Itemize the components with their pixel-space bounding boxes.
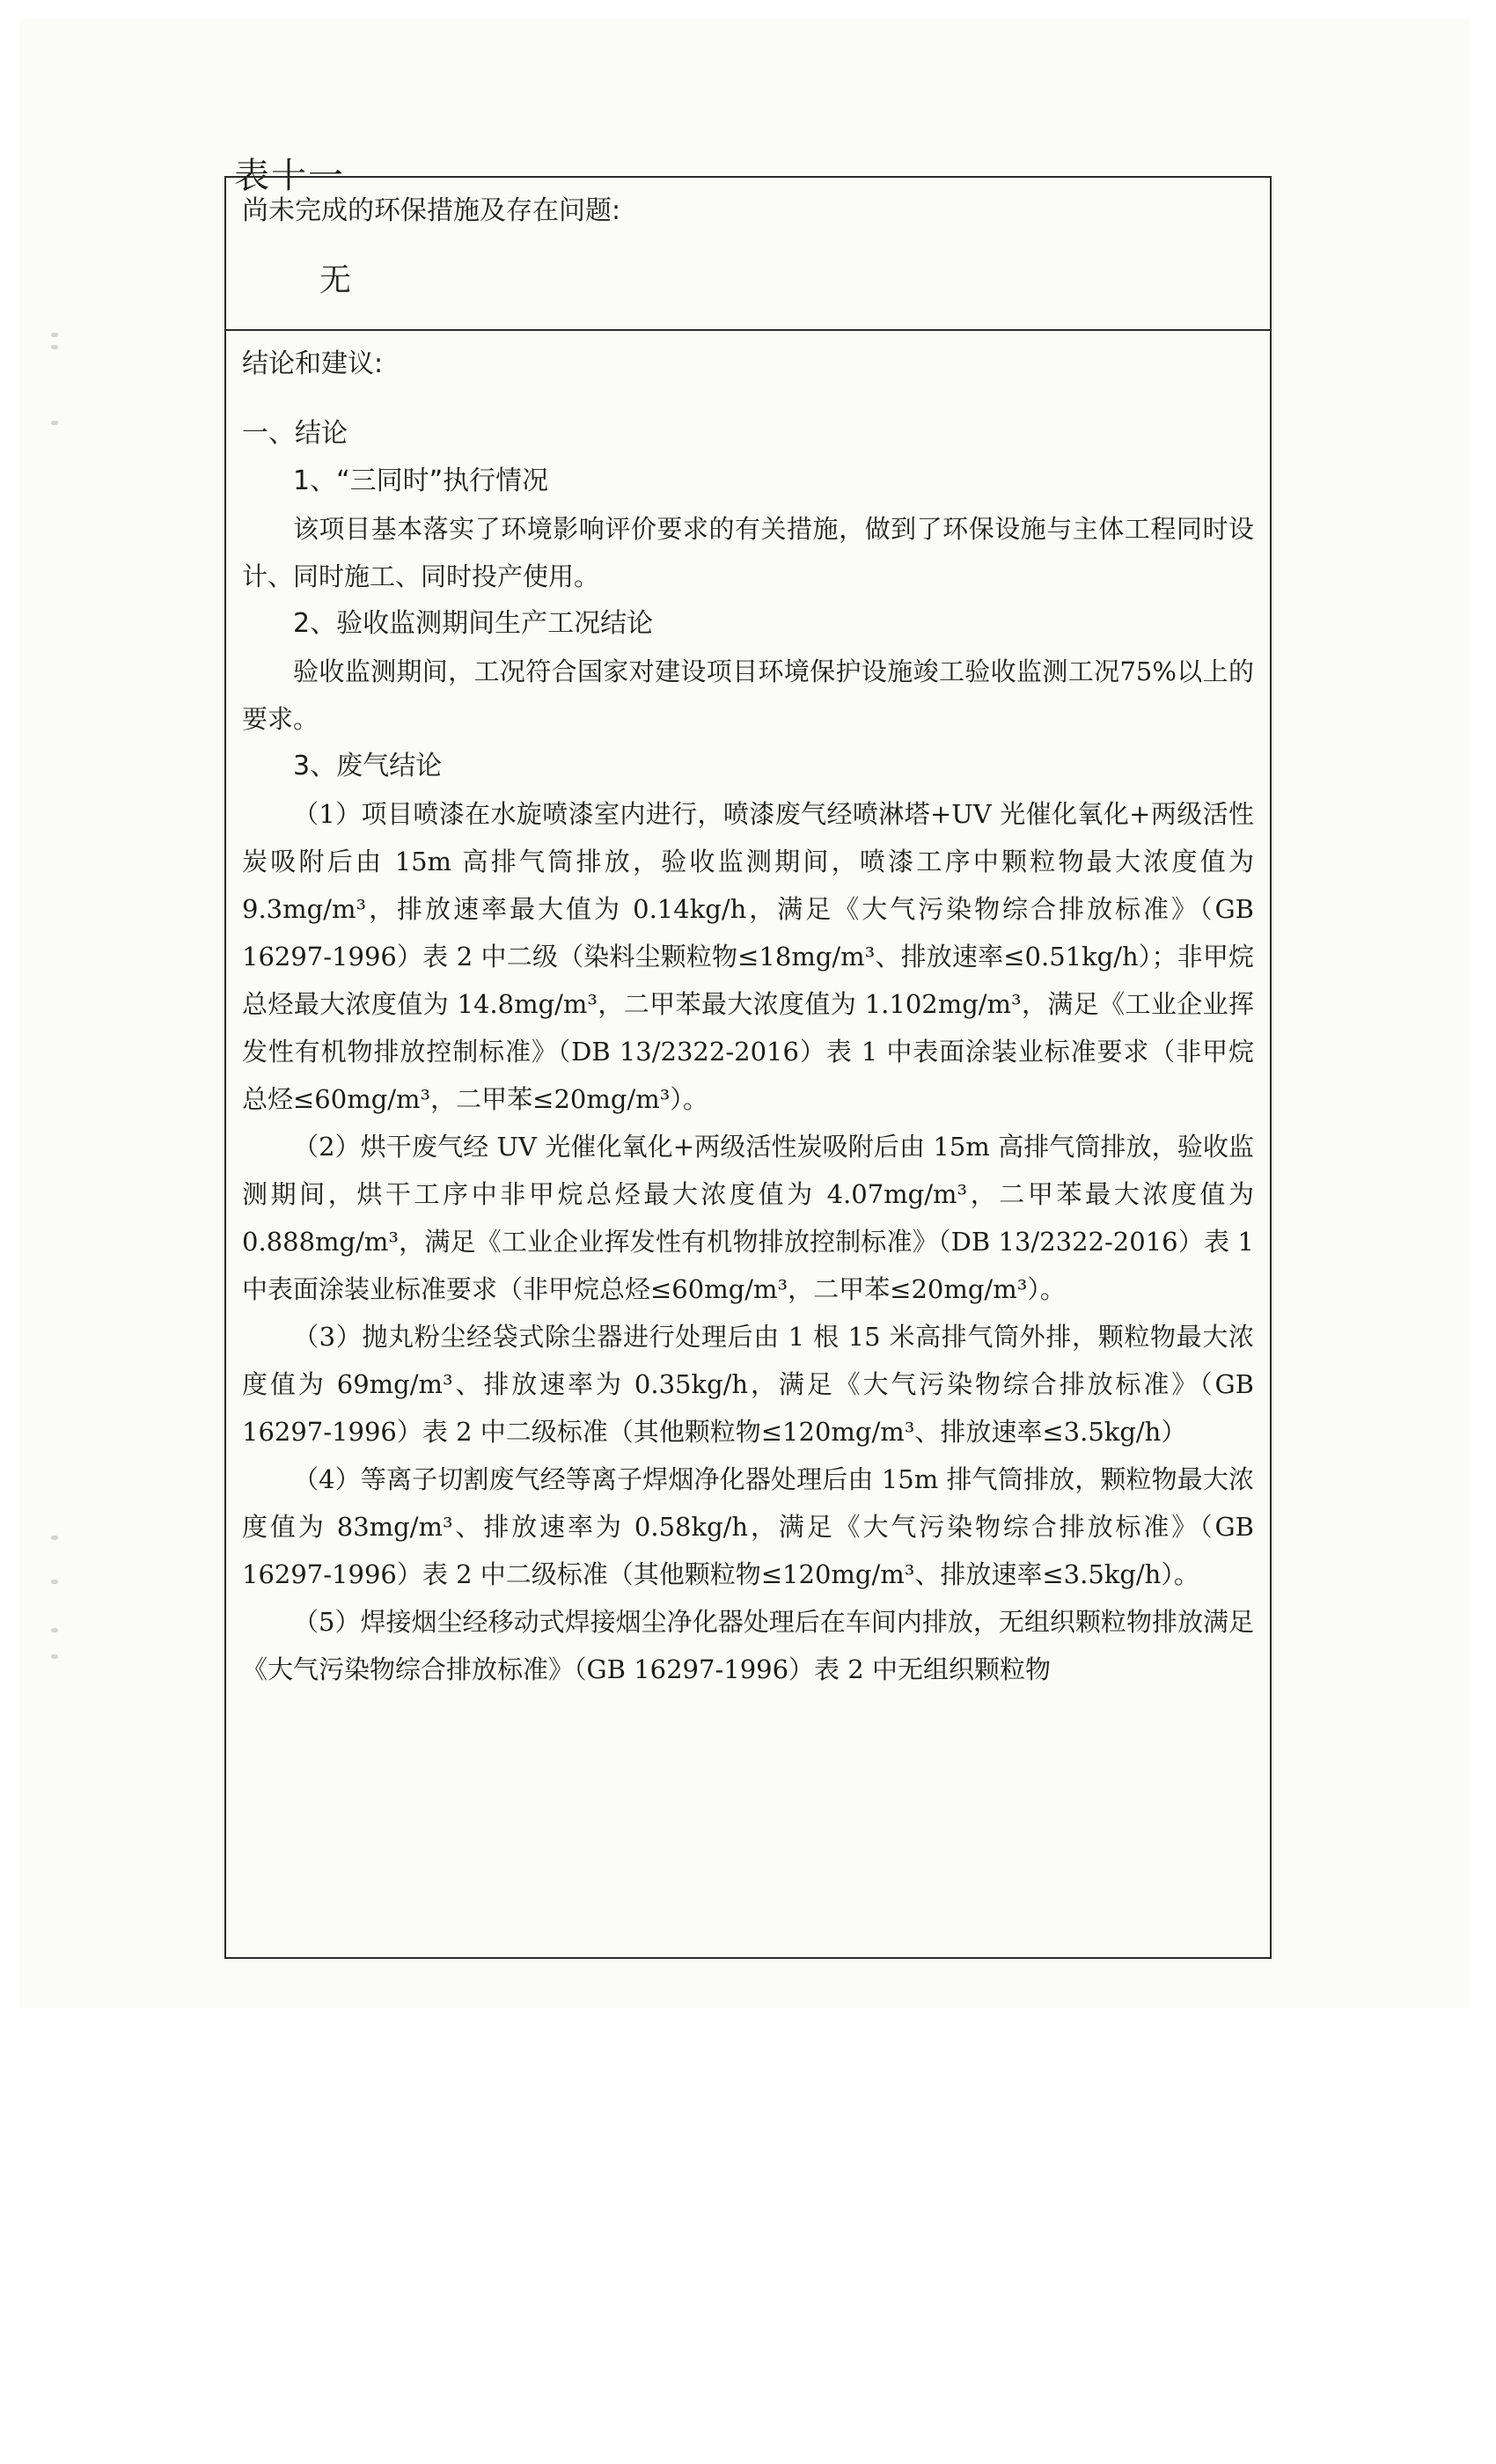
punch-mark <box>51 345 58 349</box>
unfinished-measures-answer: 无 <box>319 262 352 298</box>
punch-mark <box>51 1628 58 1632</box>
waste-gas-paragraph-2: （2）烘干废气经 UV 光催化氧化+两级活性炭吸附后由 15m 高排气筒排放，验收监测期间，烘干工序中非甲烷总烃最大浓度值为 4.07mg/m³，二甲苯最大浓度值为 0.888mg/m³，满足《工业企业挥发性有机物排放控制标准》（DB 13/2322-2016）表 1 中表面涂装业标准要求（非甲烷总烃≤60mg/m³，二甲苯≤20mg/m³）。 <box>242 1132 1254 1304</box>
punch-mark <box>51 1580 58 1584</box>
item-paragraph: 验收监测期间，工况符合国家对建设项目环境保护设施竣工验收监测工况75%以上的要求。 <box>242 656 1254 734</box>
conclusions-section <box>226 331 1270 1957</box>
item-paragraph: 该项目基本落实了环境影响评价要求的有关措施，做到了环保设施与主体工程同时设计、同时施工、同时投产使用。 <box>242 514 1254 591</box>
table-title: 表十一 <box>234 156 345 196</box>
conclusion-table <box>224 176 1272 1959</box>
punch-mark <box>51 1536 58 1540</box>
unfinished-measures-label: 尚未完成的环保措施及存在问题: <box>242 195 621 226</box>
punch-mark <box>51 421 58 425</box>
punch-mark <box>51 333 58 337</box>
conclusion-heading: 一、结论 <box>242 418 348 449</box>
waste-gas-paragraph-4: （4）等离子切割废气经等离子焊烟净化器处理后由 15m 排气筒排放，颗粒物最大浓度值为 83mg/m³、排放速率为 0.58kg/h，满足《大气污染物综合排放标准》（GB 16297-1996）表 2 中二级标准（其他颗粒物≤120mg/m³、排放速率≤3.5kg/h）。 <box>242 1464 1254 1589</box>
waste-gas-paragraph-5: （5）焊接烟尘经移动式焊接烟尘净化器处理后在车间内排放，无组织颗粒物排放满足《大气污染物综合排放标准》（GB 16297-1996）表 2 中无组织颗粒物 <box>242 1607 1254 1684</box>
item-title-operating-conditions: 2、验收监测期间生产工况结论 <box>293 608 654 639</box>
waste-gas-paragraph-1: （1）项目喷漆在水旋喷漆室内进行，喷漆废气经喷淋塔+UV 光催化氧化+两级活性炭吸附后由 15m 高排气筒排放，验收监测期间，喷漆工序中颗粒物最大浓度值为 9.3mg/m³，排放速率最大值为 0.14kg/h，满足《大气污染物综合排放标准》（GB 16297-1996）表 2 中二级（染料尘颗粒物≤18mg/m³、排放速率≤0.51kg/h）；非甲烷总烃最大浓度值为 14.8mg/m³，二甲苯最大浓度值为 1.102mg/m³，满足《工业企业挥发性有机物排放控制标准》（DB 13/2322-2016）表 1 中表面涂装业标准要求（非甲烷总烃≤60mg/m³，二甲苯≤20mg/m³）。 <box>242 799 1254 1114</box>
waste-gas-paragraph-3: （3）抛丸粉尘经袋式除尘器进行处理后由 1 根 15 米高排气筒外排，颗粒物最大浓度值为 69mg/m³、排放速率为 0.35kg/h，满足《大气污染物综合排放标准》（GB 16297-1996）表 2 中二级标准（其他颗粒物≤120mg/m³、排放速率≤3.5kg/h） <box>242 1322 1254 1447</box>
item-title-three-simultaneous: 1、“三同时”执行情况 <box>293 466 549 496</box>
punch-mark <box>51 1654 58 1659</box>
conclusions-label: 结论和建议: <box>242 348 384 379</box>
item-title-waste-gas: 3、废气结论 <box>293 751 443 781</box>
unfinished-measures-section <box>226 178 1270 331</box>
